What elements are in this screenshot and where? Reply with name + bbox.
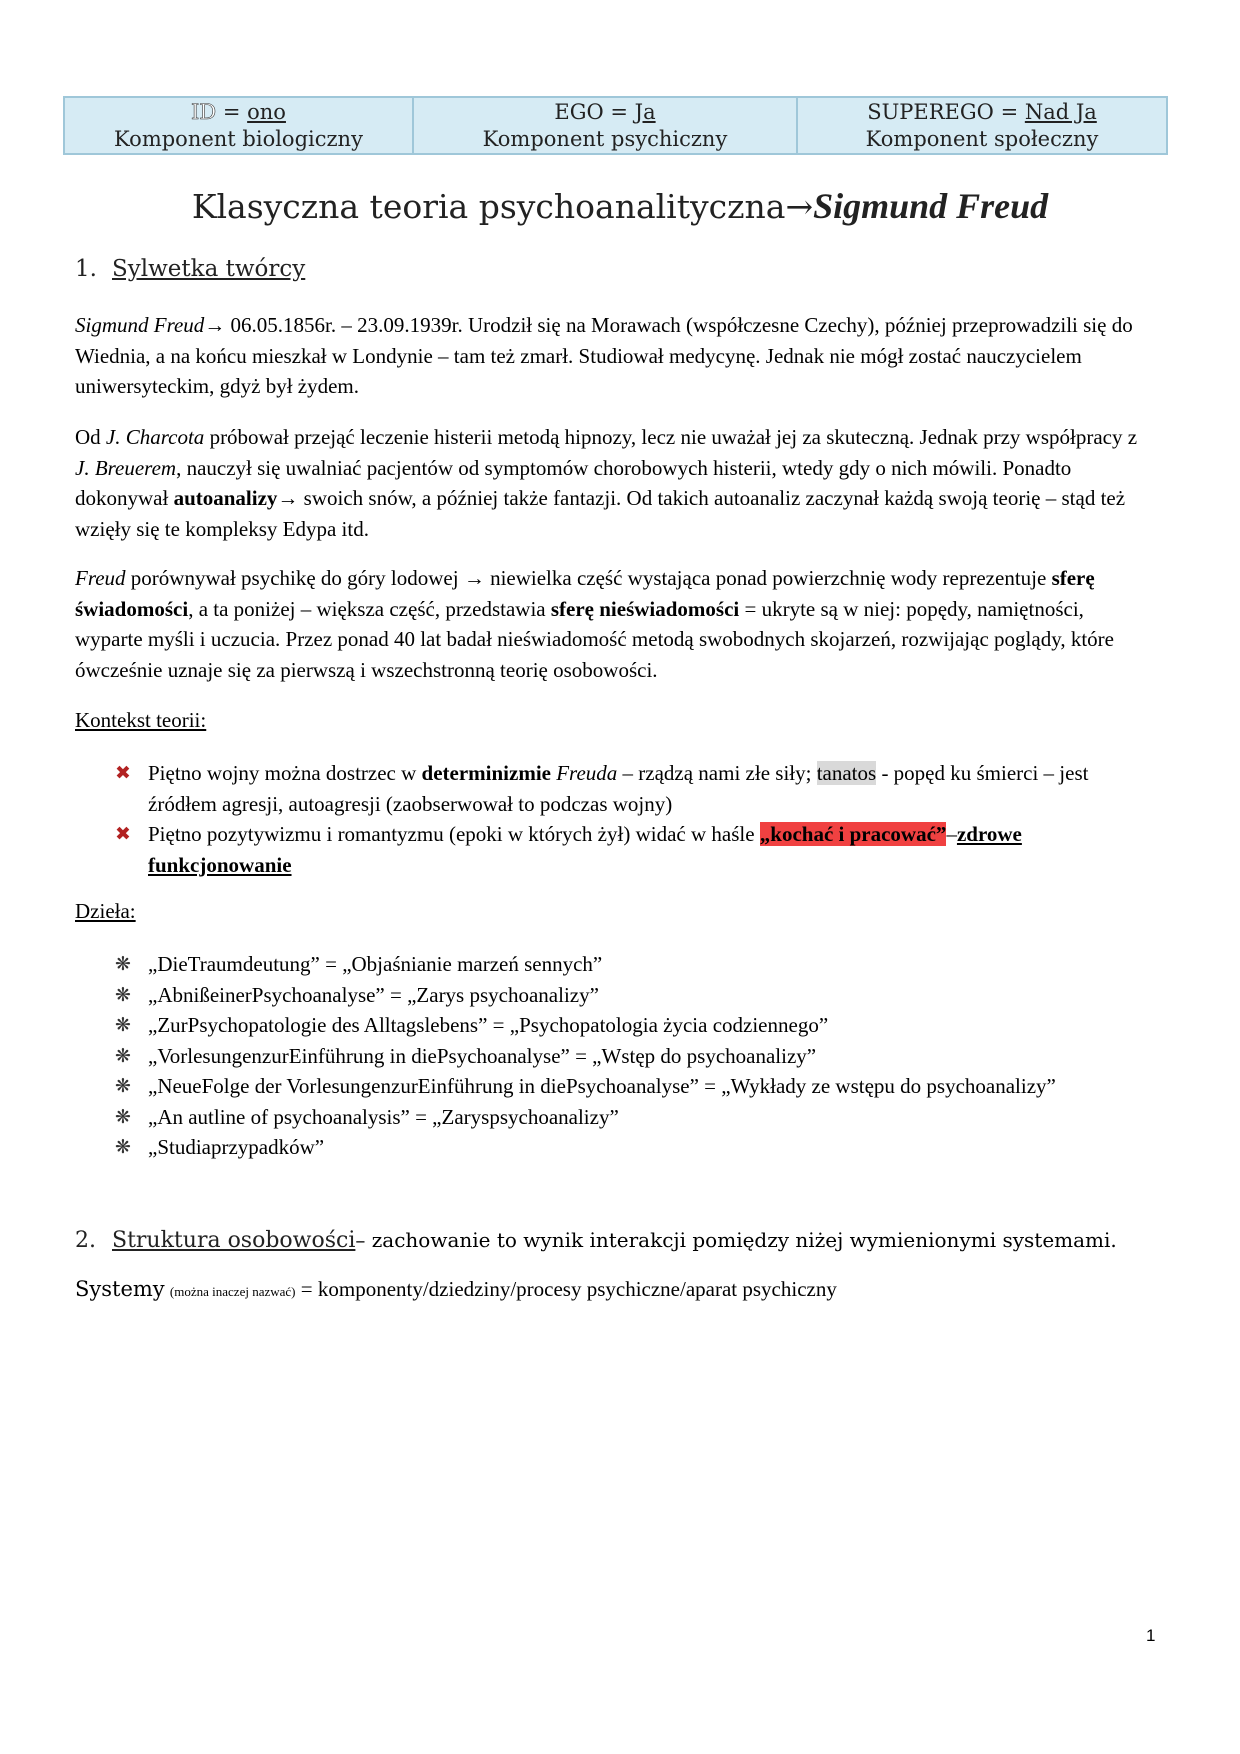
p3-text-2: niewielka część wystająca ponad powierzchnię wody reprezentuje: [484, 566, 1052, 590]
list-item: [115, 1132, 1155, 1163]
p3-text-4: = ukryte są w niej: popędy, namiętności, wyparte myśli i uczucia. Przez ponad 40 lat badał nieświadomość metodą swobodnych skojarzeń, rozwijając poglądy, które ówcześnie uznaje się za pierwszą i wszechstronną teorię osobowości.: [75, 596, 1114, 682]
superego-cell: [797, 97, 1167, 154]
work-title: „ZurPsychopatologie des Alltagslebens” = „Psychopatologia życia codziennego”: [148, 1013, 829, 1037]
id-component: Komponent biologiczny: [114, 126, 363, 151]
p2-text-3: , nauczył się uwalniać pacjentów od symptomów chorobowych histerii, wtedy gdy o nich mówili. Ponadto dokonywał: [75, 455, 1072, 510]
snowflake-bullet-icon: ❋: [115, 1105, 131, 1128]
systems-note: (można inaczej nazwać): [169, 1284, 296, 1299]
section-1-title: Sylwetka twórcy: [112, 256, 306, 282]
c1-determinism: determinizmie: [421, 761, 551, 785]
work-title: „An autline of psychoanalysis” = „Zaryspsychoanalizy”: [148, 1104, 619, 1129]
work-title: „Studiaprzypadków”: [148, 1135, 325, 1159]
section-2-number: 2.: [75, 1228, 96, 1253]
p1-name: Sigmund Freud: [75, 313, 205, 337]
c2-dash: –: [946, 822, 957, 846]
page-number: 1: [1146, 1626, 1156, 1645]
id-term: ID: [191, 99, 217, 124]
id-cell: [64, 97, 413, 154]
list-item: [115, 1102, 1155, 1133]
work-title: „NeueFolge der VorlesungenzurEinführung in diePsychoanalyse” = „Wykłady ze wstępu do psychoanalizy”: [148, 1074, 1056, 1098]
section-2-heading: [75, 1227, 1117, 1253]
p3-text-3: , a ta poniżej – większa część, przedstawia: [188, 596, 551, 621]
p2-text-4: swoich snów, a później także fantazji. Od takich autoanaliz zaczynał każdą swoją teorię – stąd też wzięły się te kompleksy Edypa itd.: [75, 486, 1126, 541]
c2-motto: „kochać i pracować”: [759, 822, 947, 846]
cross-bullet-icon: ✖: [115, 823, 131, 845]
title-arrow-icon: →: [785, 187, 814, 226]
section-1-heading: [75, 256, 305, 282]
arrow-icon: →: [463, 566, 485, 590]
superego-meaning: Nad Ja: [1024, 99, 1097, 124]
p2-charcot: J. Charcota: [105, 425, 205, 449]
works-list: [115, 949, 1155, 1163]
p1-text: 06.05.1856r. – 23.09.1939r. Urodził się na Morawach (współczesne Czechy), później przeprowadzili się do Wiednia, a na końcu mieszkał w Londynie – tam też zmarł. Studiował medycynę. Jednak nie mógł zostać nauczycielem uniwersyteckim, gdyż był żydem.: [75, 313, 1133, 398]
list-item: [115, 980, 1155, 1011]
arrow-icon: →: [277, 486, 299, 510]
work-title: „DieTraumdeutung” = „Objaśnianie marzeń sennych”: [148, 952, 603, 976]
page-title: [0, 185, 1240, 227]
list-item: [115, 1041, 1155, 1072]
ego-term: EGO: [554, 99, 604, 124]
paragraph-charcot: [75, 422, 1150, 544]
systems-definition: = komponenty/dziedziny/procesy psychiczne/aparat psychiczny: [295, 1277, 837, 1301]
superego-term: SUPEREGO: [867, 99, 994, 124]
superego-eq: =: [993, 99, 1025, 124]
systems-word: Systemy: [75, 1277, 165, 1301]
list-item: [115, 1071, 1155, 1102]
c1-tanatos: tanatos: [816, 761, 877, 785]
p3-unconscious: sferę nieświadomości: [550, 596, 740, 621]
p2-text-2: próbował przejąć leczenie histerii metodą hipnozy, lecz nie uważał jej za skuteczną. Jednak przy współpracy z: [204, 425, 1138, 449]
p2-text-1: Od: [75, 425, 106, 449]
ego-eq: =: [603, 99, 635, 124]
superego-component: Komponent społeczny: [865, 126, 1099, 151]
list-item: [115, 758, 1155, 819]
c2-text-1: Piętno pozytywizmu i romantyzmu (epoki w których żył) widać w haśle: [148, 822, 760, 846]
section-2-title: Struktura osobowości: [112, 1228, 356, 1253]
id-meaning: ono: [247, 99, 286, 124]
context-heading: Kontekst teorii:: [75, 708, 207, 732]
p2-breuer: J. Breuerem: [75, 455, 177, 480]
paragraph-biography: [75, 310, 1150, 402]
systems-line: [75, 1277, 837, 1302]
id-ego-superego-table: [63, 96, 1168, 155]
p3-conscious: sferę świadomości: [75, 566, 1095, 621]
list-item: [115, 1010, 1155, 1041]
snowflake-bullet-icon: ❋: [115, 983, 131, 1006]
paragraph-iceberg: [75, 563, 1150, 685]
snowflake-bullet-icon: ❋: [115, 1136, 131, 1158]
cross-bullet-icon: ✖: [115, 762, 131, 784]
c1-freud: Freuda: [556, 761, 618, 785]
snowflake-bullet-icon: ❋: [115, 1075, 131, 1097]
title-main: Klasyczna teoria psychoanalityczna: [191, 187, 786, 226]
work-title: „AbnißeinerPsychoanalyse” = „Zarys psychoanalizy”: [148, 982, 599, 1007]
c1-text-2: – rządzą nami złe siły;: [617, 761, 817, 785]
c1-text-1: Piętno wojny można dostrzec w: [148, 761, 422, 785]
list-item: [115, 819, 1155, 880]
p3-text-1: porównywał psychikę do góry lodowej: [125, 566, 464, 590]
c1-text-3: - popęd ku śmierci – jest źródłem agresji, autoagresji (zaobserwował to podczas wojny): [148, 761, 1089, 816]
section-1-number: 1.: [75, 256, 97, 282]
p3-freud: Freud: [75, 566, 126, 590]
section-2-description: – zachowanie to wynik interakcji pomiędzy niżej wymienionymi systemami.: [355, 1228, 1117, 1252]
p2-autoanaliza: autoanalizy: [173, 486, 278, 510]
context-list: [115, 758, 1155, 880]
title-name: Sigmund Freud: [813, 186, 1049, 226]
snowflake-bullet-icon: ❋: [115, 1044, 131, 1067]
arrow-icon: →: [204, 313, 226, 337]
ego-component: Komponent psychiczny: [482, 126, 728, 151]
snowflake-bullet-icon: ❋: [115, 953, 131, 975]
c2-healthy: zdrowe funkcjonowanie: [148, 822, 1022, 877]
id-eq: =: [216, 99, 248, 124]
work-title: „VorlesungenzurEinführung in diePsychoanalyse” = „Wstęp do psychoanalizy”: [148, 1043, 817, 1068]
list-item: [115, 949, 1155, 980]
ego-cell: [413, 97, 797, 154]
ego-meaning: Ja: [634, 99, 656, 124]
works-heading: Dzieła:: [75, 899, 136, 923]
snowflake-bullet-icon: ❋: [115, 1014, 131, 1036]
